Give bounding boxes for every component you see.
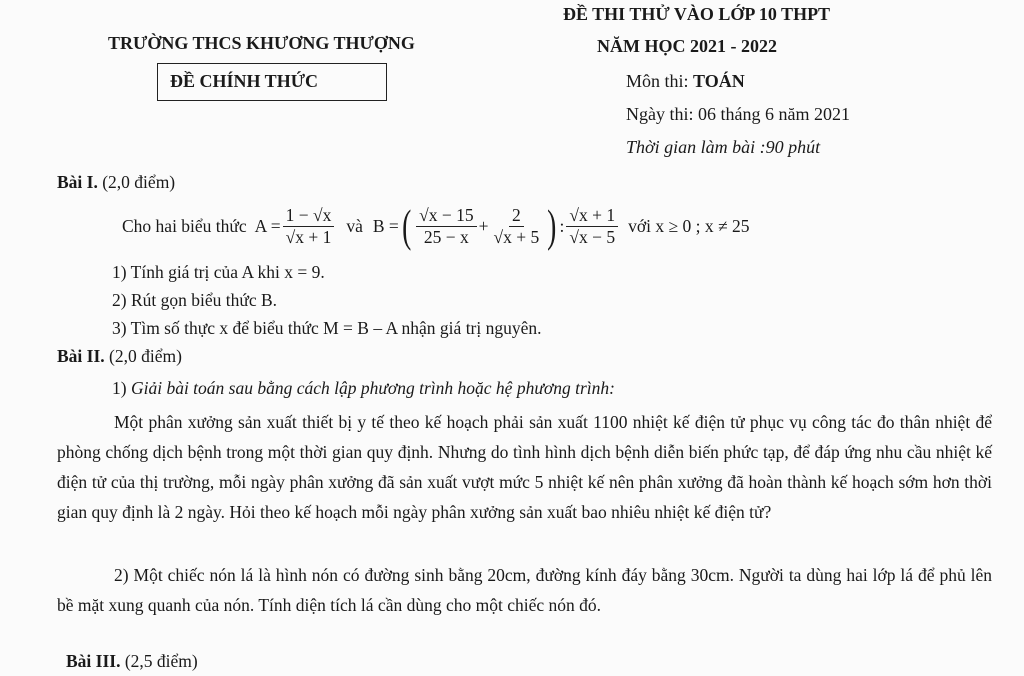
school-name: TRƯỜNG THCS KHƯƠNG THƯỢNG bbox=[108, 33, 415, 53]
expr-b-f2-numerator: 2 bbox=[509, 205, 524, 227]
section-1-points: (2,0 điểm) bbox=[102, 172, 176, 192]
official-label: ĐỀ CHÍNH THỨC bbox=[170, 71, 319, 91]
section-1-item-2: 2) Rút gọn biểu thức B. bbox=[112, 290, 278, 310]
plus-sign: + bbox=[478, 215, 489, 236]
exam-title: ĐỀ THI THỬ VÀO LỚP 10 THPT bbox=[563, 4, 831, 24]
section-3-heading bbox=[66, 651, 198, 672]
expr-a-denominator: √x + 1 bbox=[285, 226, 332, 247]
section-2-part-1-text bbox=[57, 407, 992, 527]
part-2-paragraph: 2) Một chiếc nón lá là hình nón có đường sinh bằng 20cm, đường kính đáy bằng 30cm. Người ta dùng hai lớp lá để phủ lên bề mặt xung quanh của nón. Tính diện tích lá cần dùng cho một chiếc nón đó. bbox=[57, 565, 992, 615]
expr-b-f1-denominator: 25 − x bbox=[423, 226, 469, 247]
expr-b-fraction-1 bbox=[416, 205, 476, 248]
part-1-title: Giải bài toán sau bằng cách lập phương trình hoặc hệ phương trình: bbox=[130, 378, 615, 398]
right-paren: ) bbox=[547, 200, 557, 251]
expr-b-f1-numerator: √x − 15 bbox=[416, 205, 476, 227]
section-1-item-3: 3) Tìm số thực x để biểu thức M = B – A nhận giá trị nguyên. bbox=[112, 318, 542, 338]
expr-a-numerator: 1 − √x bbox=[283, 205, 335, 227]
section-2-points: (2,0 điểm) bbox=[109, 346, 182, 366]
section-2-title: Bài II. bbox=[57, 346, 105, 366]
expr-a-fraction bbox=[283, 205, 335, 248]
subject-line bbox=[626, 71, 745, 92]
exam-duration: Thời gian làm bài :90 phút bbox=[626, 137, 821, 157]
section-2-heading bbox=[57, 346, 182, 367]
expr-b-lhs: B = bbox=[372, 215, 399, 236]
expr-b-fraction-3 bbox=[566, 205, 618, 248]
section-1-item-1: 1) Tính giá trị của A khi x = 9. bbox=[112, 262, 325, 282]
part-1-paragraph: Một phân xưởng sản xuất thiết bị y tế theo kế hoạch phải sản xuất 1100 nhiệt kế điện tử phục vụ công tác đo thân nhiệt để phòng chống dịch bệnh trong một thời gian quy định. Nhưng do tình hình dịch bệnh diễn biến phức tạp, để đáp ứng nhu cầu nhiệt kế điện tử của thị trường, mỗi ngày phân xưởng đã sản xuất vượt mức 5 nhiệt kế nên phân xưởng đã hoàn thành kế hoạch sớm hơn thời gian quy định là 2 ngày. Hỏi theo kế hoạch mỗi ngày phân xưởng sản xuất bao nhiêu nhiệt kế điện tử? bbox=[57, 412, 992, 522]
section-2-part-1-heading bbox=[112, 378, 615, 399]
expr-a-lhs: A = bbox=[254, 215, 281, 236]
part-1-label: 1) bbox=[112, 378, 127, 398]
school-year: NĂM HỌC 2021 - 2022 bbox=[597, 36, 777, 56]
intro-text: Cho hai biểu thức bbox=[122, 215, 247, 236]
section-2-part-2-text bbox=[57, 560, 992, 620]
expr-b-fraction-2 bbox=[490, 205, 542, 248]
connector-text: và bbox=[346, 215, 363, 236]
section-3-title: Bài III. bbox=[66, 651, 121, 671]
subject-value: TOÁN bbox=[693, 71, 745, 91]
condition-text: với x ≥ 0 ; x ≠ 25 bbox=[628, 215, 750, 236]
colon-sign: : bbox=[559, 215, 565, 236]
section-1-heading bbox=[57, 172, 175, 193]
section-1-title: Bài I. bbox=[57, 172, 98, 192]
exam-date: Ngày thi: 06 tháng 6 năm 2021 bbox=[626, 104, 850, 124]
expression-line bbox=[122, 195, 749, 257]
expr-b-f3-denominator: √x − 5 bbox=[569, 226, 616, 247]
left-paren: ( bbox=[401, 200, 412, 251]
official-exam-box bbox=[157, 63, 387, 101]
expr-b-f2-denominator: √x + 5 bbox=[493, 226, 540, 247]
subject-label: Môn thi: bbox=[626, 71, 694, 91]
expr-b-f3-numerator: √x + 1 bbox=[566, 205, 618, 227]
section-3-points: (2,5 điểm) bbox=[124, 651, 198, 671]
